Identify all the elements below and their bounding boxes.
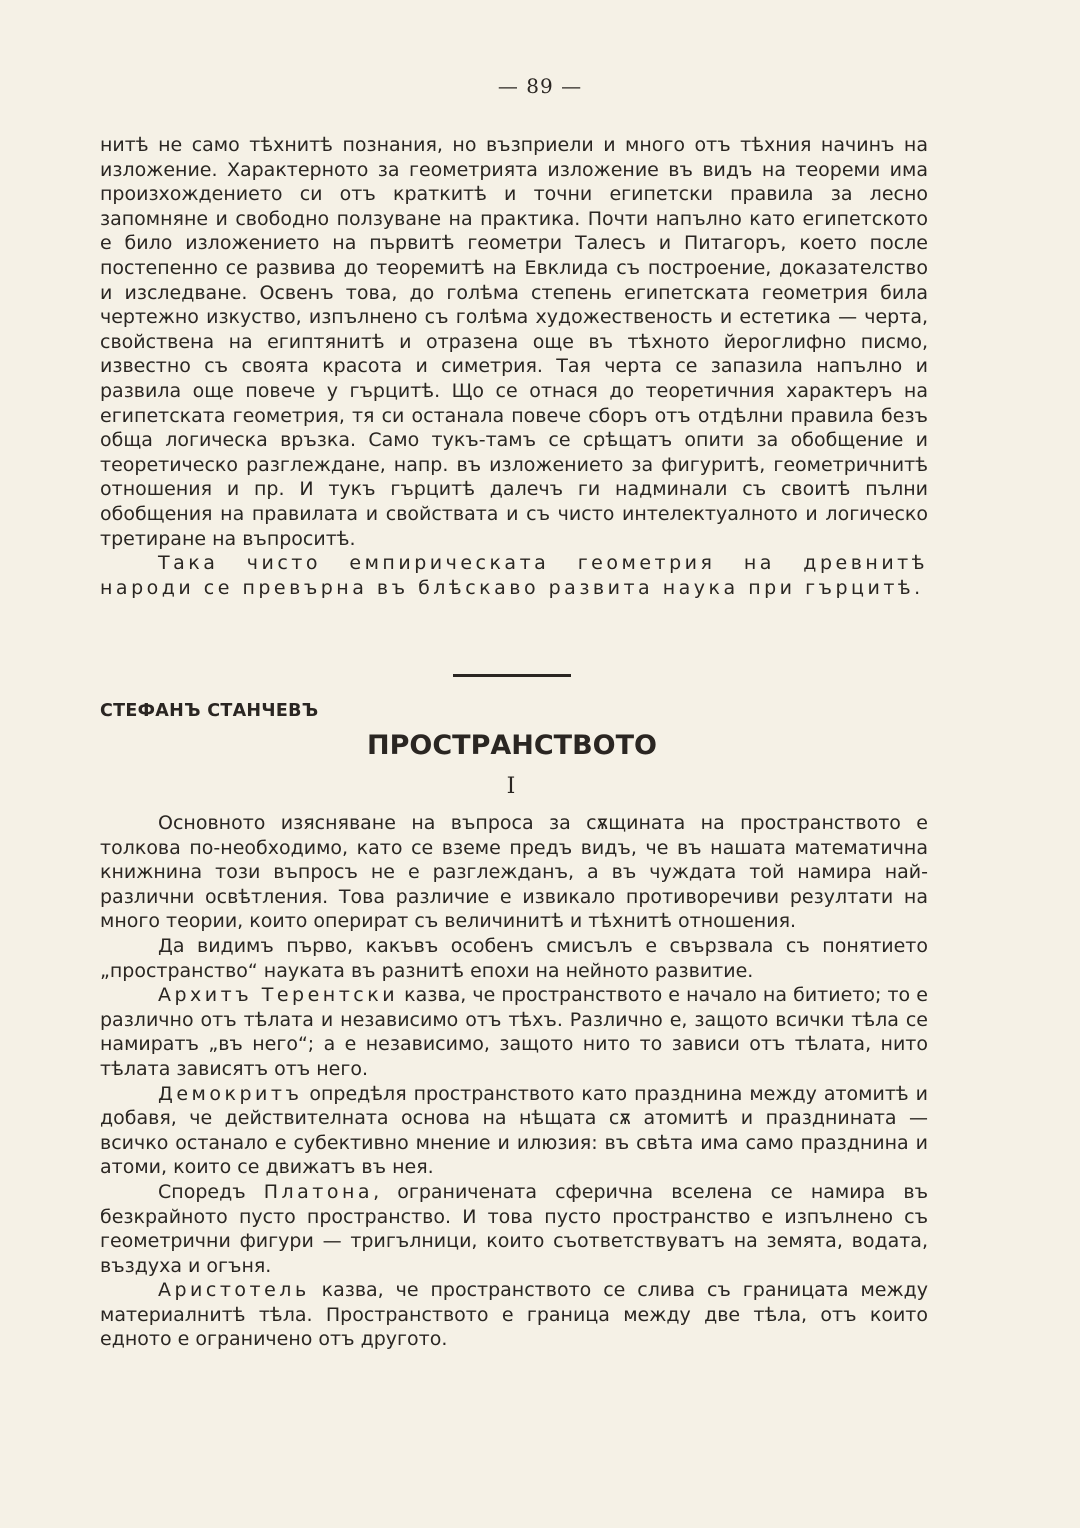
paragraph xyxy=(100,983,928,1081)
section-divider xyxy=(453,674,571,677)
article-title: ПРОСТРАНСТВОТО xyxy=(367,730,657,761)
paragraph: Да видимъ първо, какъвъ особенъ смисълъ е свързвала съ понятието „пространство“ науката въ разнитѣ епохи на нейното развитие. xyxy=(100,934,928,982)
paragraph xyxy=(100,1082,928,1180)
paragraph-text: Споредъ xyxy=(158,1180,264,1203)
article-author: СТЕФАНЪ СТАНЧЕВЪ xyxy=(100,701,319,721)
paragraph xyxy=(100,1180,928,1278)
paragraph: Така чисто емпирическата геометрия на древнитѣ народи се превърна въ блѣскаво развита наука при гърцитѣ. xyxy=(100,552,928,599)
paragraph-text: казва, че пространството се слива съ границата между материалнитѣ тѣла. Пространството е граница между две тѣла, отъ които едното е ограничено отъ другото. xyxy=(100,1279,928,1351)
person-name: Платона xyxy=(263,1180,374,1203)
paragraph xyxy=(100,1278,928,1352)
paragraph-text: , ограничената сферична вселена се намира въ безкрайното пусто пространство. И това пусто пространство е изпълнено съ геометрични фигури — тригълници, които съответствуватъ на земята, водата, въздуха и огъня. xyxy=(100,1180,928,1277)
person-name: Архитъ Терентски xyxy=(158,984,399,1007)
section-number: I xyxy=(506,774,516,799)
paragraph: Основното изясняване на въпроса за сѫщината на пространството е толкова по-необходимо, като се вземе предъ видъ, че въ нашата математична книжнина този въпросъ не е разглежданъ, а въ чуждата той намира най-различни освѣтления. Това различие е извикало противоречиви резултати на много теории, които оперират съ величинитѣ и тѣхнитѣ отношения. xyxy=(100,812,928,933)
person-name: Демокритъ xyxy=(158,1082,303,1105)
page-number: — 89 — xyxy=(497,74,583,98)
paragraph-text: опредѣля пространството като празднина между атомитѣ и добавя, че действителната основа на нѣщата сѫ атомитѣ и празднината — всичко останало е субективно мнение и илюзия: въ свѣта има само празднина и атоми, които се движатъ въ нея. xyxy=(100,1082,928,1179)
paragraph: нитѣ не само тѣхнитѣ познания, но възприели и много отъ тѣхния начинъ на изложение. Характерното за геометрията изложение въ видъ на теореми има произхождението си отъ краткитѣ и точни египетски правила за лесно запомняне и свободно ползуване на практика. Почти напълно като египетското е било изложението на първитѣ геометри Талесъ и Питагоръ, което после постепенно се развива до теоремитѣ на Евклида съ построение, доказателство и изследване. Освенъ това, до голѣма степень египетската геометрия била чертежно изкуство, изпълнено съ голѣма художественость и естетика — черта, свойствена на египтянитѣ и отразена още въ тѣхното йероглифно писмо, известно съ своята красота и симетрия. Тая черта се запазила напълно и развила още повече у гърцитѣ. Що се отнася до теоретичния характеръ на египетската геометрия, тя си останала повече сборъ отъ отдѣлни правила безъ обща логическа връзка. Само тукъ-тамъ се срѣщатъ опити за обобщение и теоретическо разглеждане, напр. въ изложението за фигуритѣ, геометричнитѣ отношения и пр. И тукъ гърцитѣ далечъ ги надминали съ своитѣ пълни обобщения на правилата и свойствата и съ чисто интелектуалното и логическо третиране на въпроситѣ. xyxy=(100,134,928,550)
paragraph-text: казва, че пространството е начало на битието; то е различно отъ тѣлата и независимо отъ тѣхъ. Различно е, защото всички тѣла се намиратъ „въ него“; а е независимо, защото нито то зависи отъ тѣлата, нито тѣлата зависятъ отъ него. xyxy=(100,984,928,1080)
article-body xyxy=(100,811,928,1352)
person-name: Аристотель xyxy=(158,1279,310,1302)
continued-text-section xyxy=(100,133,928,600)
